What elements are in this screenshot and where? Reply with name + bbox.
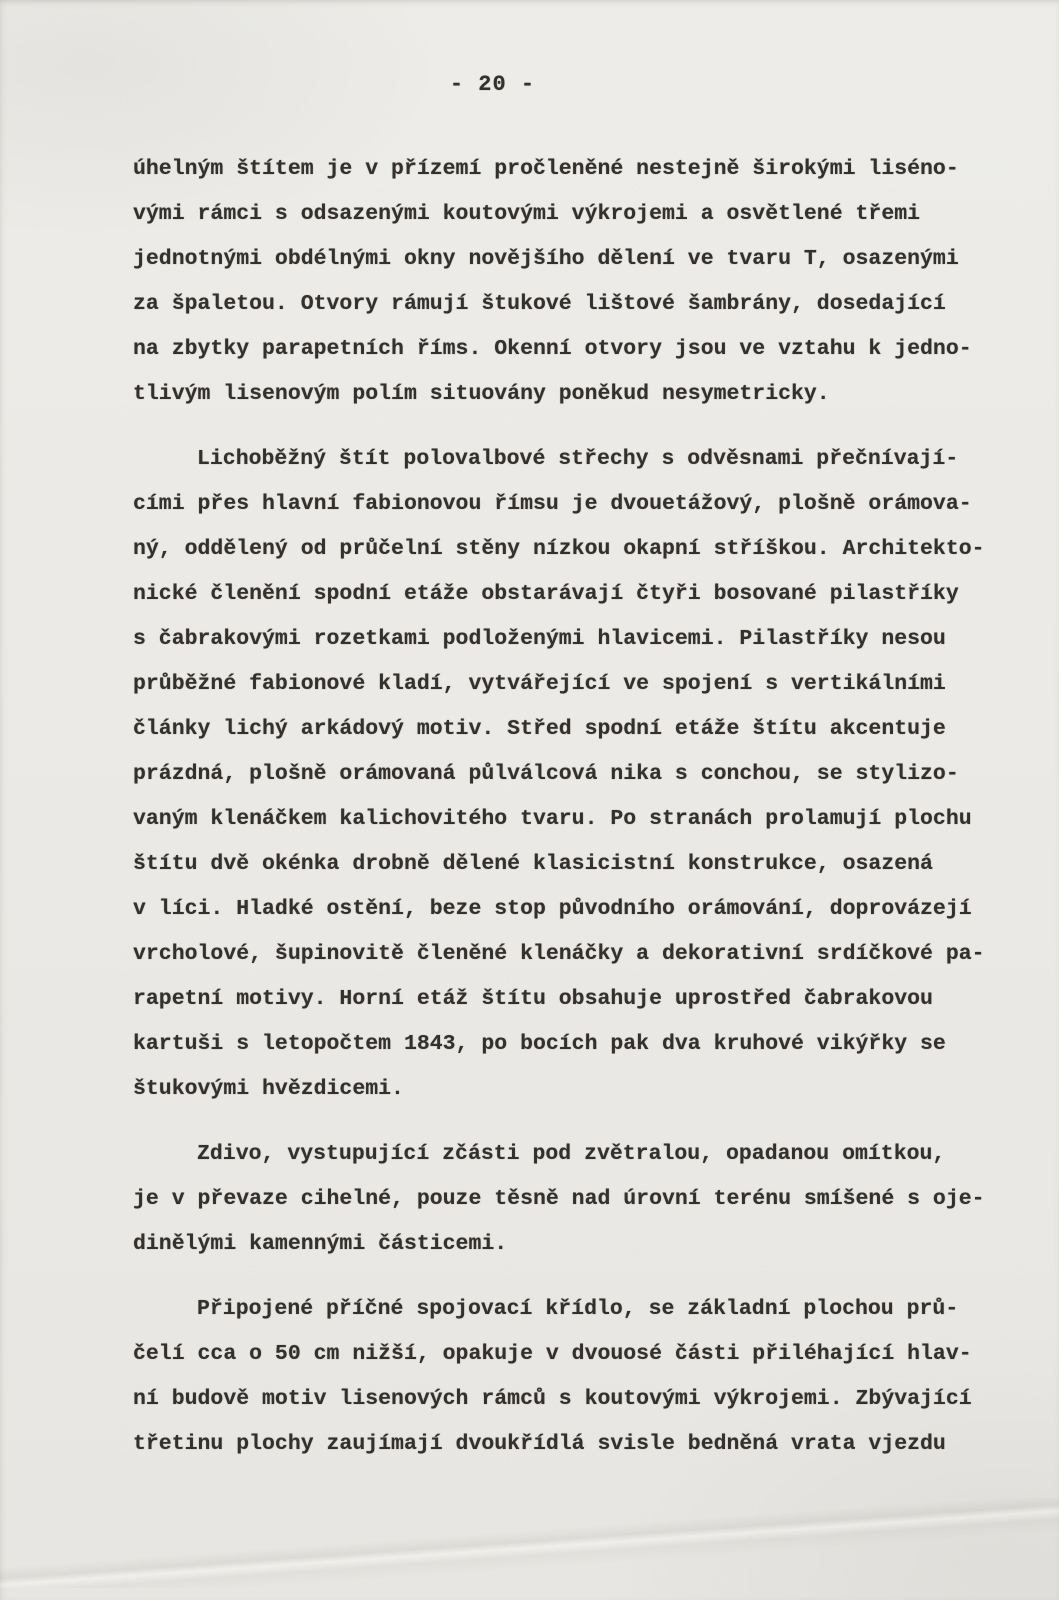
text-line: Lichoběžný štít polovalbové střechy s odvěsnami přečnívají-	[197, 447, 959, 471]
text-line: třetinu plochy zaujímají dvoukřídlá svisle bedněná vrata vjezdu	[133, 1432, 946, 1456]
paragraph	[133, 1132, 1013, 1267]
text-line: články lichý arkádový motiv. Střed spodní etáže štítu akcentuje	[133, 717, 946, 741]
text-line: je v převaze cihelné, pouze těsně nad úrovní terénu smíšené s oje-	[133, 1187, 985, 1211]
text-line: ní budově motiv lisenových rámců s koutovými výkrojemi. Zbývající	[133, 1387, 972, 1411]
text-line: vaným klenáčkem kalichovitého tvaru. Po stranách prolamují plochu	[133, 807, 972, 831]
text-line: štukovými hvězdicemi.	[133, 1077, 404, 1101]
document-body	[133, 147, 1013, 1467]
text-line: štítu dvě okénka drobně dělené klasicistní konstrukce, osazená	[133, 852, 933, 876]
text-line: prázdná, plošně orámovaná půlválcová nika s conchou, se stylizo-	[133, 762, 959, 786]
text-line: dinělými kamennými částicemi.	[133, 1232, 508, 1256]
paragraph	[133, 437, 1013, 1112]
text-line: vrcholové, šupinovitě členěné klenáčky a dekorativní srdíčkové pa-	[133, 942, 985, 966]
text-line: jednotnými obdélnými okny novějšího dělení ve tvaru T, osazenými	[133, 247, 959, 271]
text-line: čelí cca o 50 cm nižší, opakuje v dvouosé části přiléhající hlav-	[133, 1342, 972, 1366]
text-line: v líci. Hladké ostění, beze stop původního orámování, doprovázejí	[133, 897, 972, 921]
page-number: - 20 -	[449, 72, 536, 97]
text-line: kartuši s letopočtem 1843, po bocích pak dva kruhové vikýřky se	[133, 1032, 946, 1056]
text-line: Zdivo, vystupující zčásti pod zvětralou, opadanou omítkou,	[197, 1142, 946, 1166]
text-line: za špaletou. Otvory rámují štukové lištové šambrány, dosedající	[133, 292, 946, 316]
text-line: rapetní motivy. Horní etáž štítu obsahuje uprostřed čabrakovou	[133, 987, 933, 1011]
text-line: úhelným štítem je v přízemí pročleněné nestejně širokými liséno-	[133, 157, 959, 181]
text-line: vými rámci s odsazenými koutovými výkrojemi a osvětlené třemi	[133, 202, 921, 226]
text-line: s čabrakovými rozetkami podloženými hlavicemi. Pilastříky nesou	[133, 627, 946, 651]
text-line: tlivým lisenovým polím situovány poněkud nesymetricky.	[133, 382, 830, 406]
text-line: na zbytky parapetních říms. Okenní otvory jsou ve vztahu k jedno-	[133, 337, 972, 361]
text-line: cími přes hlavní fabionovou římsu je dvouetážový, plošně orámova-	[133, 492, 972, 516]
text-line: Připojené příčné spojovací křídlo, se základní plochou prů-	[197, 1297, 959, 1321]
text-line: průběžné fabionové kladí, vytvářející ve spojení s vertikálními	[133, 672, 946, 696]
paragraph	[133, 147, 1013, 417]
text-line: nické členění spodní etáže obstarávají čtyři bosované pilastříky	[133, 582, 959, 606]
text-line: ný, oddělený od průčelní stěny nízkou okapní stříškou. Architekto-	[133, 537, 985, 561]
paper-crease	[0, 1498, 1059, 1588]
paragraph	[133, 1287, 1013, 1467]
